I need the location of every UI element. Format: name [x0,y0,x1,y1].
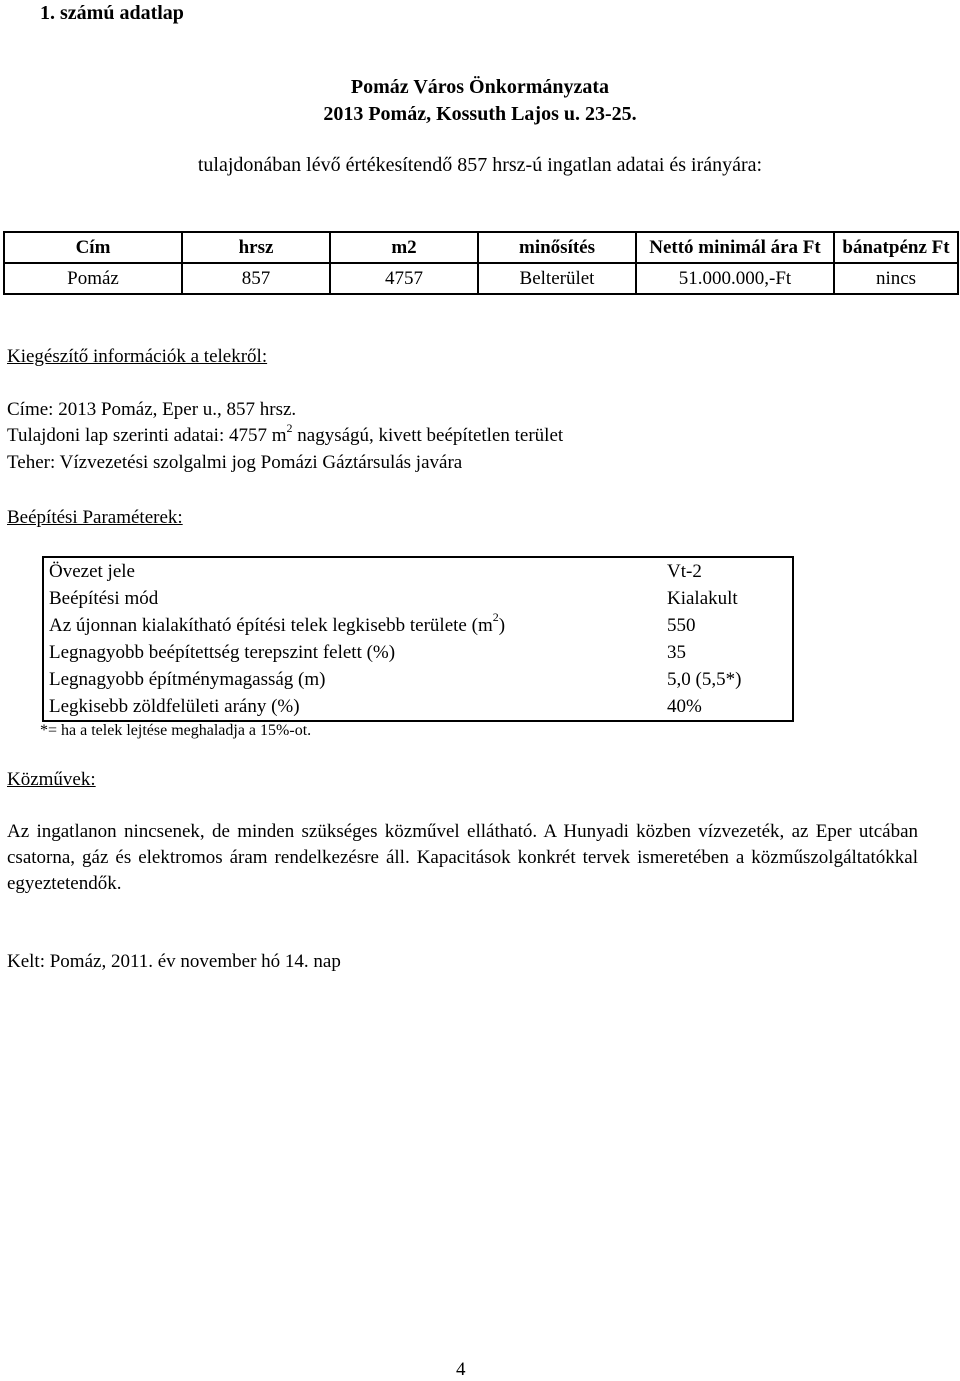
owner-address: 2013 Pomáz, Kossuth Lajos u. 23-25. [323,103,637,125]
param-label-prefix: Az újonnan kialakítható építési telek legkisebb területe (m [49,614,493,636]
land-registry-suffix: nagyságú, kivett beépítetlen terület [292,425,564,446]
header-minosites: minősítés [478,232,636,263]
header-netto-ar: Nettó minimál ára Ft [636,232,834,263]
header-banatpenz: bánatpénz Ft [834,232,958,263]
header-cim: Cím [4,232,182,263]
param-label: Legnagyobb beépítettség terepszint felett (%) [49,641,396,663]
params-heading: Beépítési Paraméterek: [7,507,183,528]
land-registry-prefix: Tulajdoni lap szerinti adatai: 4757 m [7,425,287,446]
annex-title: 1. számú adatlap [40,2,184,24]
cell-minosites: Belterület [478,263,636,294]
property-table [3,231,959,295]
param-value: 5,0 (5,5*) [667,668,742,690]
page-number: 4 [456,1359,466,1380]
param-value: 40% [667,695,702,717]
land-registry-sup: 2 [286,420,293,435]
param-label-sup: 2 [492,610,499,625]
table-row [4,263,958,294]
table-row [43,585,793,612]
property-table-header [4,232,958,263]
params-table [42,556,794,722]
param-label: Beépítési mód [49,587,159,609]
param-label [43,612,662,639]
cell-hrsz: 857 [182,263,330,294]
document-subtitle: tulajdonában lévő értékesítendő 857 hrsz-ú ingatlan adatai és irányára: [197,154,763,176]
params-footnote: *= ha a telek lejtése meghaladja a 15%-ot. [40,722,312,739]
cell-cim: Pomáz [4,263,182,294]
param-value: 35 [667,641,686,663]
header-m2: m2 [330,232,478,263]
param-value: Kialakult [667,587,738,609]
cell-m2: 4757 [330,263,478,294]
param-label: Övezet jele [49,560,135,582]
table-row [43,693,793,721]
table-row [43,557,793,585]
date-line: Kelt: Pomáz, 2011. év november hó 14. nap [7,951,341,972]
address-line: Címe: 2013 Pomáz, Eper u., 857 hrsz. [7,399,297,420]
owner-name: Pomáz Város Önkormányzata [350,76,610,98]
header-hrsz: hrsz [182,232,330,263]
cell-banatpenz: nincs [834,263,958,294]
utilities-heading: Közművek: [7,769,96,790]
utilities-text: Az ingatlanon nincsenek, de minden szükséges közművel ellátható. A Hunyadi közben vízvezeték, az Eper utcában csatorna, gáz és elektromos áram rendelkezésre áll. Kapacitások konkrét tervek ismeretében a közműszolgáltatókkal egyeztetendők. [7,821,918,894]
table-row [43,666,793,693]
cell-netto-ar: 51.000.000,-Ft [636,263,834,294]
burden-line: Teher: Vízvezetési szolgalmi jog Pomázi Gáztársulás javára [7,452,463,473]
param-value: 550 [667,614,696,636]
param-label: Legnagyobb építménymagasság (m) [49,668,326,690]
table-row [43,639,793,666]
param-value: Vt-2 [667,560,702,582]
land-registry-line [7,420,564,447]
param-label-suffix: ) [498,614,506,636]
table-row [43,612,793,639]
param-label: Legkisebb zöldfelületi arány (%) [49,695,300,717]
info-heading: Kiegészítő információk a telekről: [7,346,268,367]
